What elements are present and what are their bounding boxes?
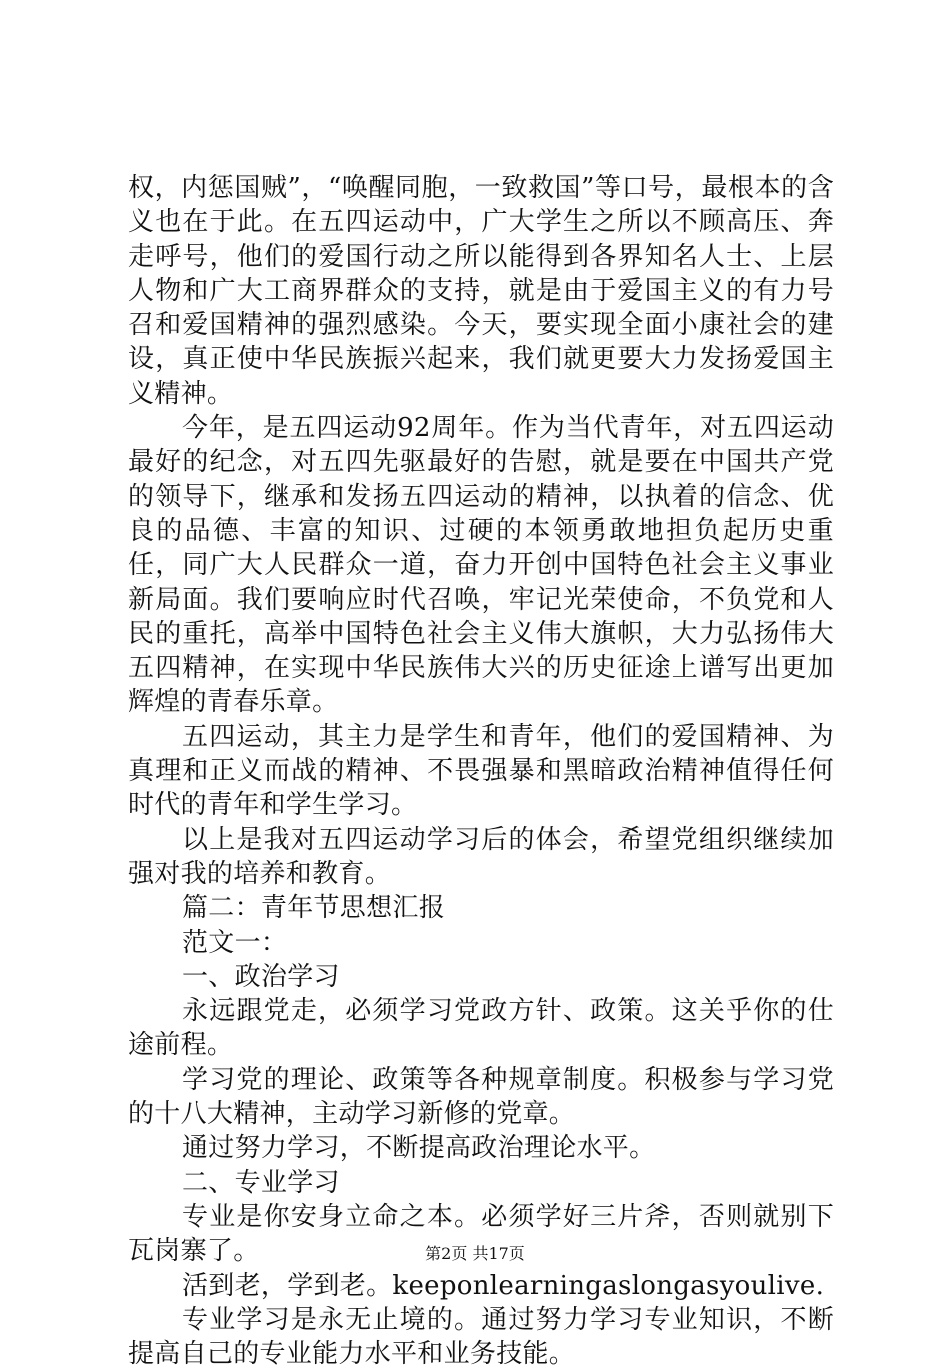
paragraph: 五四运动，其主力是学生和青年，他们的爱国精神、为真理和正义而战的精神、不畏强暴和黑暗政治精神值得任何时代的青年和学生学习。 [128, 721, 834, 821]
paragraph: 永远跟党走，必须学习党政方针、政策。这关乎你的仕途前程。 [128, 996, 834, 1061]
page-number-footer: 第2页 共17页 [425, 1244, 525, 1263]
paragraph: 专业是你安身立命之本。必须学好三片斧，否则就别下瓦岗寨了。 [128, 1201, 834, 1267]
paragraph: 以上是我对五四运动学习后的体会，希望党组织继续加强对我的培养和教育。 [128, 824, 834, 889]
paragraph: 通过努力学习，不断提高政治理论水平。 [182, 1133, 656, 1164]
paragraph: 今年，是五四运动92周年。作为当代青年，对五四运动最好的纪念，对五四先驱最好的告慰，就是要在中国共产党的领导下，继承和发扬五四运动的精神，以执着的信念、优良的品德、丰富的知识、过硬的本领勇敢地担负起历史重任，同广大人民群众一道，奋力开创中国特色社会主义事业新局面。我们要响应时代召唤，牢记光荣使命，不负党和人民的重托，高举中国特色社会主义伟大旗帜，大力弘扬伟大五四精神，在实现中华民族伟大兴的历史征途上谱写出更加辉煌的青春乐章。 [128, 413, 834, 718]
paragraph: 活到老，学到老。keeponlearningaslongasyoulive. [182, 1270, 825, 1301]
paragraph-continuation: 权，内惩国贼”，“唤醒同胞，一致救国”等口号，最根本的含义也在于此。在五四运动中，广大学生之所以不顾高压、奔走呼号，他们的爱国行动之所以能得到各界知名人士、上层人物和广大工商界群众的支持，就是由于爱国主义的有力号召和爱国精神的强烈感染。今天，要实现全面小康社会的建设，真正使中华民族振兴起来，我们就更要大力发扬爱国主义精神。 [128, 173, 834, 409]
subheading: 一、政治学习 [182, 961, 340, 992]
paragraph: 学习党的理论、政策等各种规章制度。积极参与学习党的十八大精神，主动学习新修的党章。 [128, 1064, 834, 1130]
paragraph: 专业学习是永无止境的。通过努力学习专业知识，不断提高自己的专业能力水平和业务技能。 [128, 1304, 834, 1370]
subheading: 二、专业学习 [182, 1167, 340, 1198]
document-body [128, 171, 834, 1371]
section-heading: 篇二：青年节思想汇报 [182, 893, 446, 924]
subheading: 范文一： [182, 927, 288, 958]
